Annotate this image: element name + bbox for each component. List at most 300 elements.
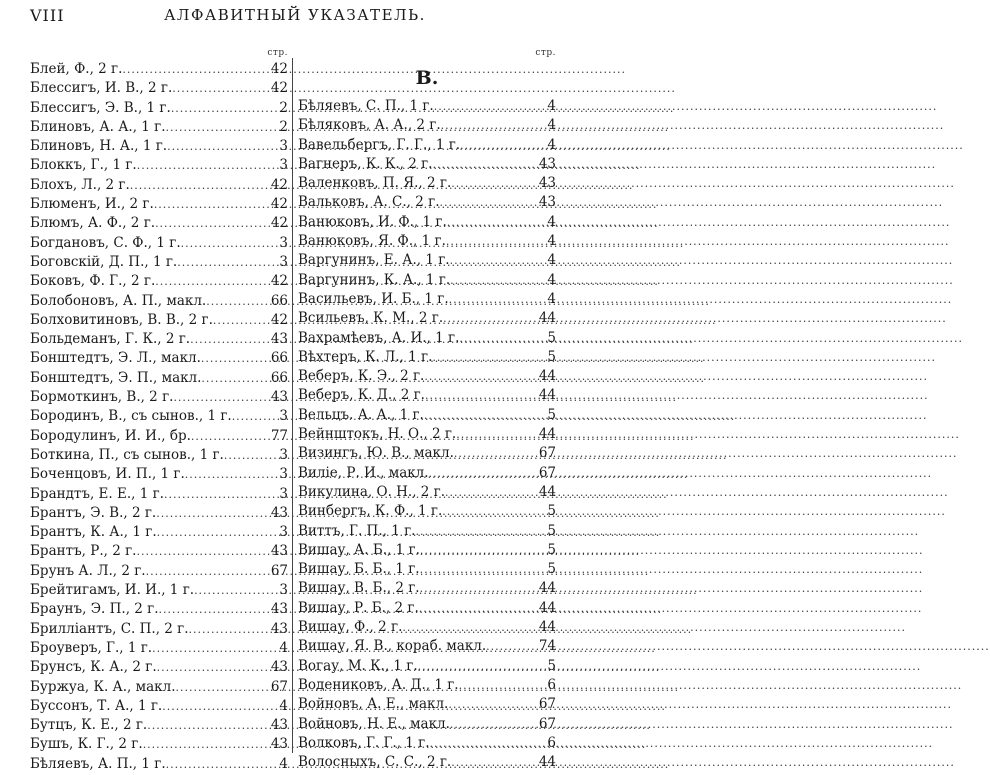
leader-dots [155, 272, 270, 291]
entry-name: Вишау, Ф., 2 г. [298, 619, 403, 636]
leader-dots [157, 523, 279, 542]
entry-name: Брантъ, К. А., 1 г. [30, 524, 157, 541]
leader-dots [166, 755, 279, 774]
entry-page-number: 67 [538, 696, 556, 713]
entry-name: Бородулинъ, И. И., бр. [30, 427, 191, 444]
entry-page-number: 5 [547, 406, 556, 423]
index-entry [298, 309, 556, 328]
entry-page-number: 43 [270, 601, 288, 618]
leader-dots [122, 60, 269, 79]
entry-page-number: 43 [270, 717, 288, 734]
entry-page-number: 3 [279, 157, 288, 174]
index-entry [30, 446, 288, 465]
entry-page-number: 67 [538, 445, 556, 462]
index-entry [298, 483, 556, 502]
leader-dots [189, 620, 270, 639]
entry-page-number: 43 [270, 659, 288, 676]
entry-name: Болховитиновъ, В. В., 2 г. [30, 311, 213, 328]
entry-name: Броуверъ, Г., 1 г. [30, 639, 153, 656]
entry-name: Волковъ, Г. Г., 1 г. [298, 734, 430, 751]
left-column [30, 46, 288, 772]
index-entry [298, 541, 556, 560]
page-number: VIII [30, 6, 65, 25]
leader-dots [155, 214, 270, 233]
index-entry [298, 695, 556, 714]
entry-name: Болобоновъ, А. П., макл. [30, 292, 207, 309]
index-entry [30, 523, 288, 542]
index-entry [30, 311, 288, 330]
entry-page-number: 66 [270, 292, 288, 309]
leader-dots [130, 176, 270, 195]
index-entry [298, 522, 556, 541]
index-entry [30, 716, 288, 735]
entry-name: Блохъ, Л., 2 г. [30, 176, 130, 193]
leader-dots [449, 290, 547, 309]
index-entry [298, 560, 556, 579]
index-entry [298, 251, 556, 270]
page-column-label: стр. [267, 48, 288, 58]
entry-name: Блессигъ, Э. В., 1 г. [30, 99, 171, 116]
index-entry [298, 213, 556, 232]
entry-page-number: 4 [547, 233, 556, 250]
index-entry [298, 464, 556, 483]
index-entry [30, 369, 288, 388]
entry-name: Боченцовъ, И. П., 1 г. [30, 466, 185, 483]
leader-dots [451, 174, 538, 193]
entry-name: Блиновъ, Н. А., 1 г. [30, 138, 168, 155]
entry-name: Вагнеръ, К. К., 2 г. [298, 155, 433, 172]
entry-name: Вишау, В. Б., 2 г. [298, 580, 420, 597]
leader-dots [430, 734, 547, 753]
page-title: АЛФАВИТНЫЙ УКАЗАТЕЛЬ. [164, 6, 426, 24]
index-entry [298, 579, 556, 598]
entry-page-number: 44 [538, 310, 556, 327]
index-entry [30, 407, 288, 426]
entry-page-number: 4 [279, 697, 288, 714]
index-entry [298, 386, 556, 405]
entry-name: Буссонъ, Т. А., 1 г. [30, 697, 163, 714]
entry-name: Ванюковъ, И. Ф., 1 г. [298, 213, 447, 230]
index-entry [298, 753, 556, 772]
entry-page-number: 42 [270, 215, 288, 232]
section-letter: В. [415, 67, 439, 89]
index-entry [30, 485, 288, 504]
entry-name: Бонштедтъ, Э. Л., макл. [30, 350, 201, 367]
entry-name: Брунсъ, К. А., 2 г. [30, 659, 157, 676]
entry-name: Брилліантъ, С. П., 2 г. [30, 620, 189, 637]
column-divider [292, 58, 293, 753]
entry-name: Викулина, О. Н., 2 г. [298, 483, 446, 500]
leader-dots [166, 118, 279, 137]
entry-page-number: 3 [279, 524, 288, 541]
entry-name: Блиновъ, А. А., 1 г. [30, 118, 166, 135]
entry-page-number: 42 [270, 311, 288, 328]
index-entry [30, 99, 288, 118]
entry-page-number: 4 [547, 213, 556, 230]
leader-dots [154, 195, 270, 214]
leader-dots [152, 639, 278, 658]
leader-dots [420, 579, 538, 598]
index-entry [30, 272, 288, 291]
index-entry [30, 755, 288, 774]
entry-name: Брандтъ, Е. Е., 1 г. [30, 485, 164, 502]
entry-page-number: 4 [547, 136, 556, 153]
entry-page-number: 5 [547, 561, 556, 578]
leader-dots [164, 485, 278, 504]
leader-dots [446, 232, 547, 251]
entry-name: Вишау, Я. В., кораб. макл. [298, 638, 487, 655]
entry-page-number: 4 [547, 98, 556, 114]
leader-dots [137, 156, 279, 175]
index-entry [30, 600, 288, 619]
entry-name: Войновъ, Н. Е., макл. [298, 715, 450, 732]
entry-name: Бормоткинъ, В., 2 г. [30, 389, 174, 406]
page-header [30, 6, 560, 28]
leader-dots [232, 407, 279, 426]
entry-page-number: 5 [547, 522, 556, 539]
entry-name: Винбергъ, К. Ф., 1 г. [298, 503, 443, 520]
entry-name: Вишау, А. Б., 1 г. [298, 541, 420, 558]
index-entry [30, 658, 288, 677]
entry-page-number: 44 [538, 387, 556, 404]
leader-dots [456, 425, 538, 444]
entry-page-number: 3 [279, 485, 288, 502]
index-entry [30, 465, 288, 484]
entry-page-number: 44 [538, 599, 556, 616]
entry-name: Вогау, М. К., 1 г. [298, 657, 418, 674]
index-entry [298, 232, 556, 251]
entry-name: Вавельбергъ, Г. Г., 1 г. [298, 136, 461, 153]
entry-page-number: 43 [270, 389, 288, 406]
entry-name: Веберъ, К. Д., 2 г. [298, 387, 425, 404]
entry-page-number: 3 [279, 253, 288, 270]
entry-page-number: 43 [538, 194, 556, 211]
leader-dots [415, 522, 546, 541]
entry-name: Брантъ, Э. В., 2 г. [30, 504, 157, 521]
entry-name: Всильевъ, К. М., 2 г. [298, 310, 444, 327]
entry-name: Браунъ, Э. П., 2 г. [30, 601, 159, 618]
index-entry [30, 620, 288, 639]
leader-dots [201, 369, 269, 388]
entry-page-number: 42 [270, 61, 288, 77]
entry-page-number: 67 [538, 464, 556, 481]
left-entry-list [30, 60, 288, 774]
index-entry [298, 136, 556, 155]
entry-page-number: 4 [279, 755, 288, 772]
entry-name: Блюменъ, И., 2 г. [30, 196, 154, 213]
entry-name: Боткина, П., съ сынов., 1 г. [30, 446, 224, 463]
page-column-label: стр. [535, 48, 556, 58]
leader-dots [450, 271, 546, 290]
index-columns [30, 46, 560, 772]
leader-dots [424, 406, 547, 425]
index-entry [30, 60, 288, 79]
entry-name: Блессигъ, И. В., 2 г. [30, 80, 173, 97]
index-entry [30, 427, 288, 446]
leader-dots [450, 715, 538, 734]
index-entry [30, 195, 288, 214]
entry-name: Бонштедтъ, Э. П., макл. [30, 369, 202, 386]
leader-dots [167, 137, 278, 156]
index-entry [298, 444, 556, 463]
index-entry [30, 349, 288, 368]
entry-name: Боговскій, Д. П., 1 г. [30, 253, 178, 270]
index-entry [30, 156, 288, 175]
index-entry [30, 137, 288, 156]
leader-dots [147, 716, 270, 735]
entry-page-number: 43 [270, 331, 288, 348]
entry-name: Бородинъ, В., съ сынов., 1 г. [30, 408, 232, 425]
leader-dots [172, 79, 270, 98]
leader-dots [159, 600, 270, 619]
index-entry [298, 193, 556, 212]
entry-name: Брейтигамъ, И. И., 1 г. [30, 582, 195, 599]
entry-page-number: 4 [547, 290, 556, 307]
entry-name: Вельцъ. А. А., 1 г. [298, 406, 424, 423]
entry-name: Блей, Ф., 2 г. [30, 61, 123, 77]
index-entry [30, 292, 288, 311]
entry-page-number: 74 [538, 638, 556, 655]
index-entry [298, 174, 556, 193]
entry-name: Буржуа, К. А., макл. [30, 678, 176, 695]
entry-page-number: 42 [270, 196, 288, 213]
entry-name: Боковъ, Ф. Г., 2 г. [30, 273, 156, 290]
leader-dots [162, 697, 278, 716]
entry-name: Валенковъ, П. Я., 2 г. [298, 175, 452, 192]
entry-name: Вейнштокъ, Н. О., 2 г. [298, 426, 457, 443]
index-entry [30, 79, 288, 98]
entry-page-number: 3 [279, 582, 288, 599]
entry-page-number: 5 [547, 657, 556, 674]
entry-page-number: 77 [270, 427, 288, 444]
leader-dots [445, 483, 538, 502]
entry-name: Вѣхтеръ, К. Л., 1 г. [298, 348, 433, 365]
leader-dots [143, 735, 270, 754]
index-entry [30, 234, 288, 253]
index-entry [298, 155, 556, 174]
leader-dots [190, 330, 270, 349]
index-entry [30, 562, 288, 581]
index-entry [30, 176, 288, 195]
entry-name: Блюмъ, А. Ф., 2 г. [30, 215, 156, 232]
leader-dots [146, 562, 270, 581]
leader-dots [454, 444, 538, 463]
entry-page-number: 44 [538, 580, 556, 597]
leader-dots [432, 348, 546, 367]
leader-dots [157, 658, 270, 677]
entry-page-number: 3 [279, 138, 288, 155]
leader-dots [440, 193, 538, 212]
entry-page-number: 43 [538, 175, 556, 192]
leader-dots [213, 311, 270, 330]
index-entry [298, 637, 556, 656]
index-entry [298, 618, 556, 637]
leader-dots [419, 599, 538, 618]
leader-dots [486, 637, 538, 656]
entry-name: Вальковъ, А. С., 2 г. [298, 194, 440, 211]
leader-dots [224, 446, 279, 465]
index-entry [298, 290, 556, 309]
entry-name: Больдеманъ, Г. К., 2 г. [30, 331, 191, 348]
entry-page-number: 42 [270, 273, 288, 290]
entry-page-number: 67 [270, 678, 288, 695]
entry-page-number: 66 [270, 369, 288, 386]
entry-name: Бушъ, К. Г., 2 г. [30, 736, 143, 753]
leader-dots [206, 292, 270, 311]
entry-name: Брунъ А. Л., 2 г. [30, 562, 146, 579]
entry-name: Водениковъ, А. Д., 1 г. [298, 676, 459, 693]
index-entry [298, 657, 556, 676]
entry-page-number: 4 [547, 252, 556, 269]
entry-page-number: 66 [270, 350, 288, 367]
index-entry [298, 116, 556, 135]
index-entry [30, 330, 288, 349]
entry-name: Войновъ, А. Е., макл. [298, 696, 449, 713]
entry-page-number: 44 [538, 368, 556, 385]
index-entry [30, 678, 288, 697]
entry-name: Вишау, Р. Б., 2 г. [298, 599, 419, 616]
leader-dots [171, 99, 279, 118]
entry-page-number: 44 [538, 754, 556, 771]
index-entry [298, 599, 556, 618]
leader-dots [185, 465, 279, 484]
leader-dots [173, 388, 269, 407]
entry-name: Вишау, Б. Б., 1 г. [298, 561, 420, 578]
entry-page-number: 44 [538, 426, 556, 443]
entry-name: Ванюковъ, Я. Ф., 1 г. [298, 233, 446, 250]
index-entry [298, 348, 556, 367]
index-entry [298, 734, 556, 753]
index-entry [30, 214, 288, 233]
index-entry [298, 425, 556, 444]
entry-name: Бѣляковъ, А. А., 2 г. [298, 117, 441, 134]
index-entry [30, 253, 288, 272]
entry-page-number: 43 [270, 620, 288, 637]
leader-dots [429, 464, 538, 483]
entry-page-number: 67 [538, 715, 556, 732]
entry-page-number: 5 [547, 541, 556, 558]
leader-dots [460, 136, 546, 155]
index-entry [30, 542, 288, 561]
leader-dots [136, 542, 269, 561]
entry-page-number: 5 [547, 503, 556, 520]
entry-page-number: 42 [270, 176, 288, 193]
index-entry [30, 735, 288, 754]
index-entry [30, 118, 288, 137]
entry-name: Вахрамѣевъ, А. И., 1 г. [298, 329, 460, 346]
entry-page-number: 4 [547, 117, 556, 134]
entry-name: Варгунинъ, К. А., 1 г. [298, 271, 451, 288]
index-entry [298, 97, 556, 116]
index-entry [30, 388, 288, 407]
entry-name: Васильевъ, И. Б., 1 г. [298, 290, 449, 307]
entry-name: Бѣляевъ, С. П., 1 г. [298, 98, 434, 114]
entry-page-number: 6 [547, 734, 556, 751]
leader-dots [441, 116, 547, 135]
entry-name: Брантъ, Р., 2 г. [30, 543, 137, 560]
entry-page-number: 67 [270, 562, 288, 579]
entry-name: Веберъ, К. Э., 2 г. [298, 368, 425, 385]
leader-dots [177, 253, 278, 272]
entry-page-number: 4 [547, 271, 556, 288]
entry-page-number: 42 [270, 80, 288, 97]
leader-dots [181, 234, 279, 253]
entry-page-number: 2 [279, 99, 288, 116]
leader-dots [175, 678, 269, 697]
entry-name: Бутцъ, К. Е., 2 г. [30, 717, 148, 734]
leader-dots [459, 676, 547, 695]
leader-dots [442, 502, 546, 521]
entry-page-number: 4 [279, 639, 288, 656]
leader-dots [448, 695, 537, 714]
entry-page-number: 43 [538, 155, 556, 172]
entry-page-number: 43 [270, 504, 288, 521]
leader-dots [450, 251, 547, 270]
entry-page-number: 6 [547, 676, 556, 693]
leader-dots [459, 329, 546, 348]
leader-dots [194, 581, 278, 600]
leader-dots [451, 753, 538, 772]
entry-name: Бѣляевъ, А. П., 1 г. [30, 755, 166, 772]
index-entry [298, 329, 556, 348]
leader-dots [402, 618, 537, 637]
leader-dots [443, 309, 538, 328]
index-entry [30, 504, 288, 523]
leader-dots [418, 657, 547, 676]
index-entry [298, 367, 556, 386]
entry-page-number: 5 [547, 348, 556, 365]
entry-name: Виліе, Р. И., макл. [298, 464, 429, 481]
index-entry [298, 715, 556, 734]
right-column [298, 46, 556, 771]
index-entry [30, 581, 288, 600]
leader-dots [425, 386, 538, 405]
entry-page-number: 3 [279, 408, 288, 425]
entry-name: Богдановъ, С. Ф., 1 г. [30, 234, 181, 251]
entry-page-number: 2 [279, 118, 288, 135]
leader-dots [420, 560, 547, 579]
entry-page-number: 3 [279, 466, 288, 483]
leader-dots [432, 155, 537, 174]
entry-name: Блоккъ, Г., 1 г. [30, 157, 137, 174]
right-entry-list [298, 97, 556, 772]
leader-dots [420, 541, 547, 560]
entry-page-number: 5 [547, 329, 556, 346]
leader-dots [201, 349, 270, 368]
entry-page-number: 3 [279, 234, 288, 251]
index-entry [298, 676, 556, 695]
leader-dots [191, 427, 270, 446]
leader-dots [447, 213, 547, 232]
index-entry [298, 406, 556, 425]
index-entry [30, 697, 288, 716]
entry-name: Варгунинъ, Е. А., 1 г. [298, 252, 450, 269]
index-entry [298, 502, 556, 521]
entry-page-number: 3 [279, 446, 288, 463]
entry-name: Волосныхъ, С. С., 2 г. [298, 754, 452, 771]
leader-dots [434, 97, 547, 116]
index-entry [298, 271, 556, 290]
entry-page-number: 44 [538, 619, 556, 636]
index-entry [30, 639, 288, 658]
leader-dots [424, 367, 537, 386]
entry-page-number: 44 [538, 483, 556, 500]
entry-page-number: 43 [270, 543, 288, 560]
entry-name: Визингъ, Ю. В., макл. [298, 445, 454, 462]
entry-page-number: 43 [270, 736, 288, 753]
leader-dots [156, 504, 270, 523]
entry-name: Виттъ, Г. П., 1 г. [298, 522, 416, 539]
